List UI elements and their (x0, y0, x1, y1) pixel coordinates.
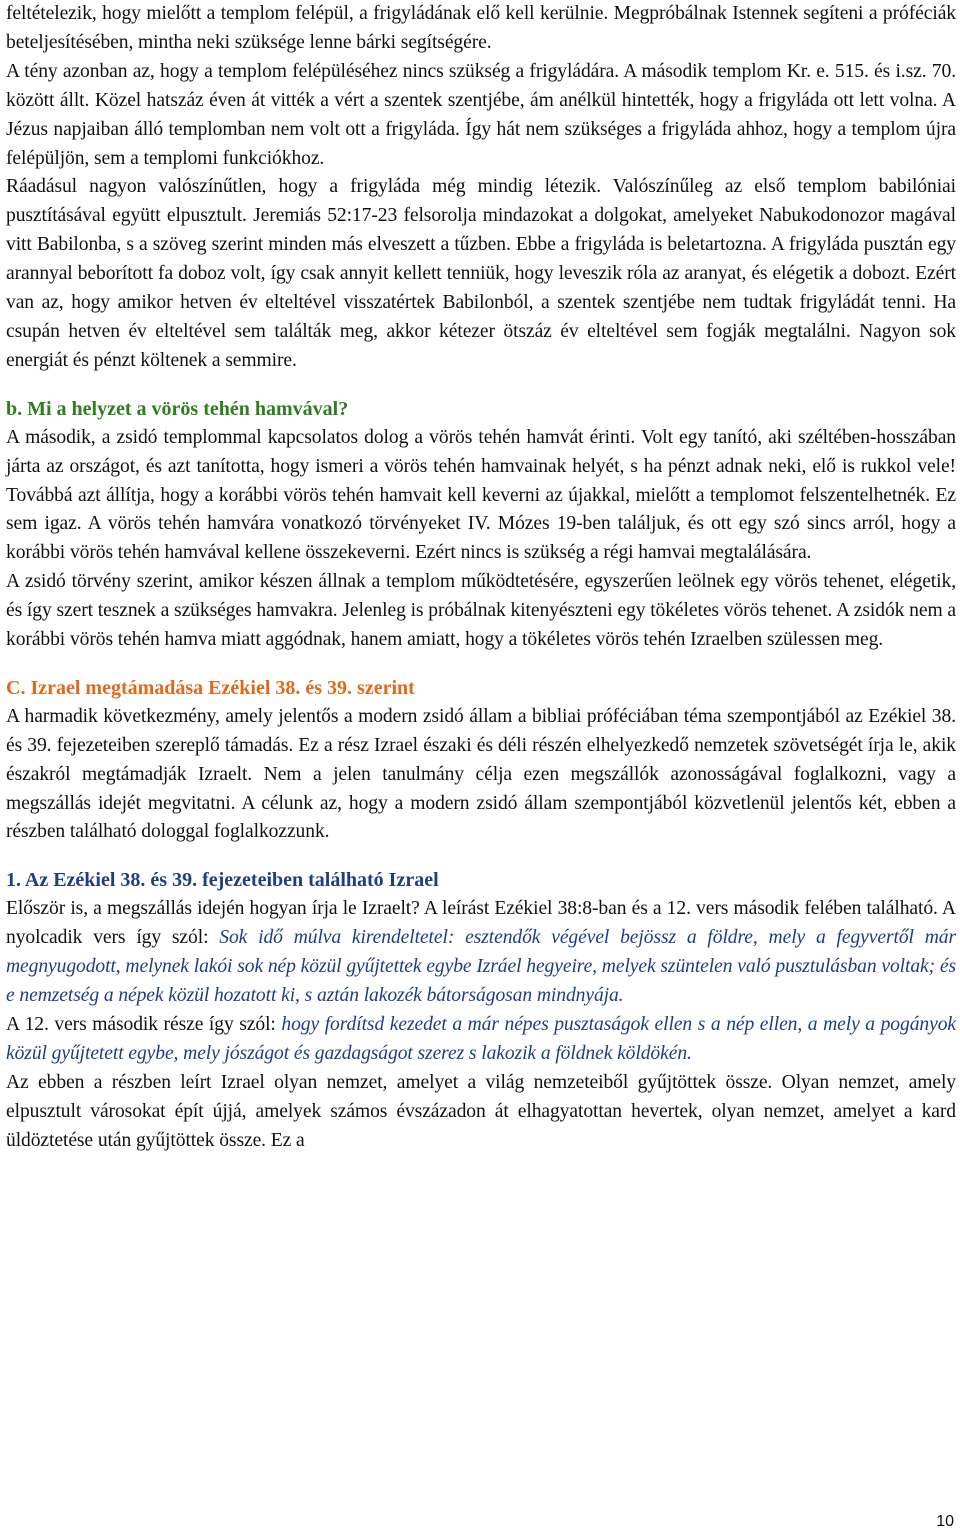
paragraph: A második, a zsidó templommal kapcsolatos dolog a vörös tehén hamvát érinti. Volt egy tanító, aki széltében-hosszában járta az országot, és azt tanította, hogy ismeri a vörös tehén hamvainak helyét, s ha pénzt adnak neki, elő is rukkol vele! Továbbá azt állítja, hogy a korábbi vörös tehén hamvait kell keverni az újakkal, mielőtt a templomot felszentelhetnék. Ez sem igaz. A vörös tehén hamvára vonatkozó törvényeket IV. Mózes 19-ben találjuk, és ott egy szó sincs arról, hogy a korábbi vörös tehén hamvával kellene összekeverni. Ezért nincs is szükség a régi hamvai megtalálására. (6, 426, 956, 564)
text-run: A 12. vers második része így szól: (6, 1013, 282, 1035)
spacer (6, 655, 956, 674)
spacer (6, 847, 956, 866)
text-run: Először is, a megszállás idején hogyan írja le Izraelt? A leírást Ezékiel 38:8-ban és a 12. vers második felében található. A nyolcadik vers így szól: (6, 898, 956, 949)
page-number: 10 (936, 1513, 954, 1530)
subsection-heading-1: 1. Az Ezékiel 38. és 39. fejezeteiben található Izrael (6, 869, 439, 892)
paragraph: A zsidó törvény szerint, amikor készen állnak a templom működtetésére, egyszerűen leölnek egy vörös tehenet, elégetik, és így szert tesznek a szükséges hamvakra. Jelenleg is próbálnak kitenyészteni egy tökéletes vörös tehenet. A zsidók nem a korábbi vörös tehén hamva miatt aggódnak, hanem amiatt, hogy a tökéletes vörös tehén Izraelben szülessen meg. (6, 571, 956, 651)
paragraph (6, 895, 956, 1011)
scripture-quote: Sok idő múlva kirendeltetel: esztendők végével bejössz a földre, mely a fegyvertől már megnyugodott, melynek lakói sok nép közül gyűjtettek egybe Izráel hegyeire, melyek szüntelen való pusztulásban voltak; és e nemzetség a népek közül hozatott ki, s aztán lakozék bátorságosan mindnyája. (6, 927, 956, 1006)
spacer (6, 376, 956, 395)
paragraph (6, 1011, 956, 1069)
paragraph: feltételezik, hogy mielőtt a templom felépül, a frigyládának elő kell kerülnie. Megpróbálnak Istennek segíteni a próféciák beteljesítésében, mintha neki szüksége lenne bárki segítségére. (6, 3, 956, 53)
text-run: Így hát nem szükséges a frigyláda ahhoz, hogy a templom újra felépüljön, sem a templomi funkciókhoz. (6, 118, 956, 169)
section-heading-c: C. Izrael megtámadása Ezékiel 38. és 39. szerint (6, 676, 415, 699)
paragraph: Az ebben a részben leírt Izrael olyan nemzet, amelyet a világ nemzeteiből gyűjtöttek össze. Olyan nemzet, amely elpusztult városokat épít újjá, amelyek számos évszázadon át elhagyatottan hevertek, olyan nemzet, amelyet a kard üldöztetése után gyűjtöttek össze. Ez a (6, 1071, 956, 1151)
paragraph (6, 58, 956, 174)
document-page (6, 0, 956, 1155)
text-run: Közel hatszáz éven át vitték a vért a szentek szentjébe, ám anélkül hintették, hogy a frigyláda ott lett volna. (89, 89, 938, 111)
section-heading-b: b. Mi a helyzet a vörös tehén hamvával? (6, 397, 349, 420)
text-run: A tény azonban az, hogy a templom felépüléséhez nincs szükség a frigyládára. A második templom Kr. e. 515. és i.sz. 70. között állt. (6, 60, 956, 111)
scripture-quote: hogy fordítsd kezedet a már népes pusztaságok ellen s a nép ellen, a mely a pogányok közül gyűjtetett egybe, mely jószágot és gazdagságot szerez s lakozik a földnek köldökén. (6, 1013, 956, 1064)
paragraph: A harmadik következmény, amely jelentős a modern zsidó állam a bibliai próféciában téma szempontjából az Ezékiel 38. és 39. fejezeteiben szereplő támadás. Ez a rész Izrael északi és déli részén elhelyezkedő nemzetek szövetségét írja le, akik északról megtámadják Izraelt. Nem a jelen tanulmány célja ezen megszállók azonosságával foglalkozni, vagy a megszállás idejét megvitatni. A célunk az, hogy a modern zsidó állam szempontjából közvetlenül jelentős két, ebben a részben található dologgal foglalkozzunk. (6, 705, 956, 843)
text-run: A Jézus napjaiban álló templomban nem volt ott a frigyláda. (6, 89, 956, 140)
paragraph: Ráadásul nagyon valószínűtlen, hogy a frigyláda még mindig létezik. Valószínűleg az első templom babilóniai pusztításával együtt elpusztult. Jeremiás 52:17-23 felsorolja mindazokat a dolgokat, amelyeket Nabukodonozor magával vitt Babilonba, s a szöveg szerint minden más elveszett a tűzben. Ebbe a frigyláda is beletartozna. A frigyláda pusztán egy arannyal beborított fa doboz volt, így csak annyit kellett tenniük, hogy leveszik róla az aranyat, és elégetik a dobozt. Ezért van az, hogy amikor hetven év elteltével visszatértek Babilonból, a szentek szentjébe nem tudtak frigyládát tenni. Ha csupán hetven év elteltével sem találták meg, akkor kétezer ötszáz év elteltével sem fogják megtalálni. Nagyon sok energiát és pénzt költenek a semmire. (6, 176, 956, 371)
